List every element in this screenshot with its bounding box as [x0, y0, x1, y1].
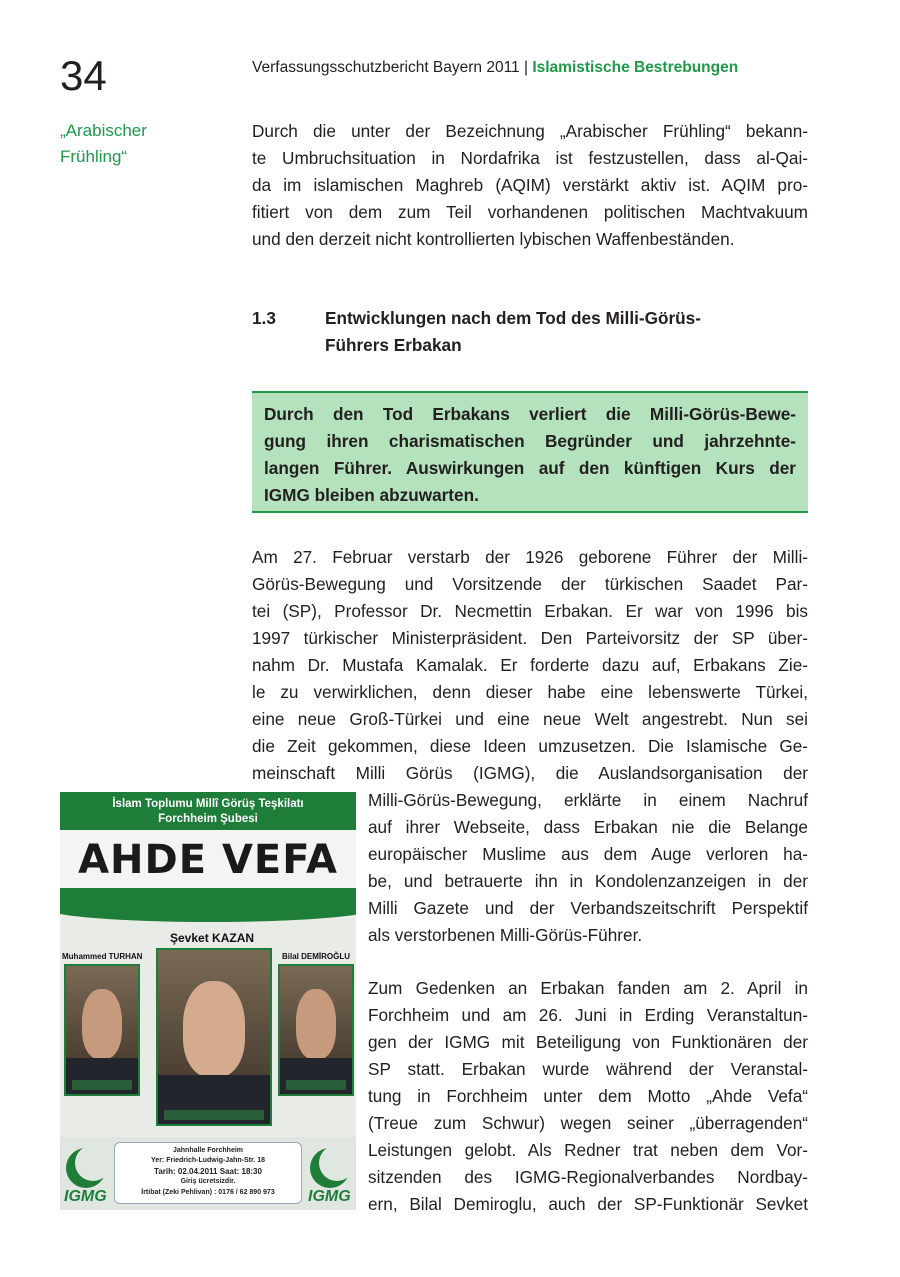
crescent-icon — [310, 1148, 350, 1188]
section-title — [325, 305, 701, 359]
text-line: Forchheim und am 26. Juni in Erding Veranstaltun- — [368, 1005, 808, 1025]
portrait-face — [82, 989, 122, 1059]
text-line: Am 27. Februar verstarb der 1926 geborene Führer der Milli- — [252, 547, 808, 567]
text-line: IGMG bleiben abzuwarten. — [264, 485, 479, 505]
section-title-line: Entwicklungen nach dem Tod des Milli-Görüs- — [325, 308, 701, 328]
text-line: und den derzeit nicht kontrollierten lybischen Waffenbeständen. — [252, 229, 735, 249]
portrait-face — [183, 981, 246, 1077]
text-line: da im islamischen Maghreb (AQIM) verstärkt aktiv ist. AQIM pro- — [252, 175, 808, 195]
summary-box — [252, 391, 808, 513]
margin-note-line: „Arabischer — [60, 121, 147, 140]
text-line: eine neue Groß-Türkei und eine neue Welt angestrebt. Nun sei — [252, 709, 808, 729]
portrait-left-photo — [64, 964, 140, 1096]
poster-entry: Giriş ücretsizdir. — [180, 1178, 236, 1185]
poster-swoosh — [60, 892, 356, 922]
text-line: tei (SP), Professor Dr. Necmettin Erbakan. Er war von 1996 bis — [252, 601, 808, 621]
igmg-logo: IGMG — [64, 1188, 107, 1205]
igmg-logo: IGMG — [308, 1188, 351, 1205]
poster-contact: İrtibat (Zeki Pehlivan) : 0176 / 62 890 973 — [141, 1189, 275, 1196]
summary-text — [264, 401, 796, 509]
text-line: te Umbruchsituation in Nordafrika ist festzustellen, dass al-Qai- — [252, 148, 808, 168]
text-line: fitiert von dem zum Teil vorhandenen politischen Machtvakuum — [252, 202, 808, 222]
text-line: auf ihrer Webseite, dass Erbakan nie die Belange — [368, 817, 808, 837]
section-number: 1.3 — [252, 308, 276, 328]
portrait-center-photo — [156, 948, 272, 1126]
header-section: Islamistische Bestrebungen — [532, 59, 739, 76]
text-line: le zu verwirklichen, denn dieser habe eine lebenswerte Türkei, — [252, 682, 808, 702]
margin-note — [60, 118, 240, 170]
portrait-right-photo — [278, 964, 354, 1096]
body-paragraph-2 — [368, 975, 808, 1218]
portrait-caption-strip — [72, 1080, 132, 1090]
body-paragraph-1-continued — [368, 787, 808, 949]
text-line: nahm Dr. Mustafa Kamalak. Er forderte dazu auf, Erbakans Zie- — [252, 655, 808, 675]
poster-left-name: Muhammed TURHAN — [62, 952, 143, 961]
poster-right-name: Bilal DEMİROĞLU — [282, 952, 351, 961]
portrait-caption-strip — [164, 1110, 264, 1120]
text-line: (Treue zum Schwur) wegen seiner „überragenden“ — [368, 1113, 808, 1133]
poster-org-line: İslam Toplumu Millî Görüş Teşkilatı — [112, 798, 304, 810]
text-line: Görüs-Bewegung und Vorsitzende der türkischen Saadet Par- — [252, 574, 808, 594]
text-line: SP statt. Erbakan wurde während der Veranstal- — [368, 1059, 808, 1079]
crescent-icon — [66, 1148, 106, 1188]
body-paragraph-1 — [252, 544, 808, 787]
poster-address: Yer: Friedrich-Ludwig-Jahn-Str. 18 — [151, 1157, 265, 1164]
text-line: gung ihren charismatischen Begründer und jahrzehnte- — [264, 431, 796, 451]
event-poster-image — [60, 792, 356, 1210]
text-line: gen der IGMG mit Beteiligung von Funktionären der — [368, 1032, 808, 1052]
intro-paragraph — [252, 118, 808, 253]
section-title-line: Führers Erbakan — [325, 335, 462, 355]
poster-info-panel — [114, 1142, 302, 1204]
poster-venue: Jahnhalle Forchheim — [172, 1147, 244, 1154]
text-line: tung in Forchheim unter dem Motto „Ahde Vefa“ — [368, 1086, 808, 1106]
text-line: Milli-Görüs-Bewegung, erklärte in einem Nachruf — [368, 790, 808, 810]
poster-center-name: Şevket KAZAN — [170, 931, 255, 945]
text-line: Durch die unter der Bezeichnung „Arabischer Frühling“ bekann- — [252, 121, 808, 141]
running-header — [252, 58, 738, 78]
text-line: 1997 türkischer Ministerpräsident. Den Parteivorsitz der SP über- — [252, 628, 808, 648]
portrait-face — [296, 989, 336, 1059]
poster-motto: AHDE VEFA — [78, 837, 338, 883]
text-line: als verstorbenen Milli-Görüs-Führer. — [368, 925, 643, 945]
text-line: europäischer Muslime aus dem Auge verloren ha- — [368, 844, 808, 864]
text-line: sitzenden des IGMG-Regionalverbandes Nordbay- — [368, 1167, 808, 1187]
header-title: Verfassungsschutzbericht Bayern 2011 | — [252, 59, 533, 76]
portrait-caption-strip — [286, 1080, 346, 1090]
text-line: Leistungen gelobt. Als Redner trat neben dem Vor- — [368, 1140, 808, 1160]
text-line: Durch den Tod Erbakans verliert die Milli-Görüs-Bewe- — [264, 404, 796, 424]
poster-branch-line: Forchheim Şubesi — [158, 813, 258, 825]
text-line: be, und betrauerte ihn in Kondolenzanzeigen in der — [368, 871, 808, 891]
text-line: Milli Gazete und der Verbandszeitschrift Perspektif — [368, 898, 808, 918]
poster-date-time: Tarih: 02.04.2011 Saat: 18:30 — [154, 1167, 262, 1176]
text-line: die Zeit gekommen, diese Ideen umzusetzen. Die Islamische Ge- — [252, 736, 808, 756]
text-line: langen Führer. Auswirkungen auf den künftigen Kurs der — [264, 458, 796, 478]
page-number: 34 — [60, 52, 107, 99]
text-line: ern, Bilal Demiroglu, auch der SP-Funktionär Sevket — [368, 1194, 808, 1214]
text-line: Zum Gedenken an Erbakan fanden am 2. April in — [368, 978, 808, 998]
margin-note-line: Frühling“ — [60, 147, 128, 166]
text-line: meinschaft Milli Görüs (IGMG), die Auslandsorganisation der — [252, 763, 808, 783]
